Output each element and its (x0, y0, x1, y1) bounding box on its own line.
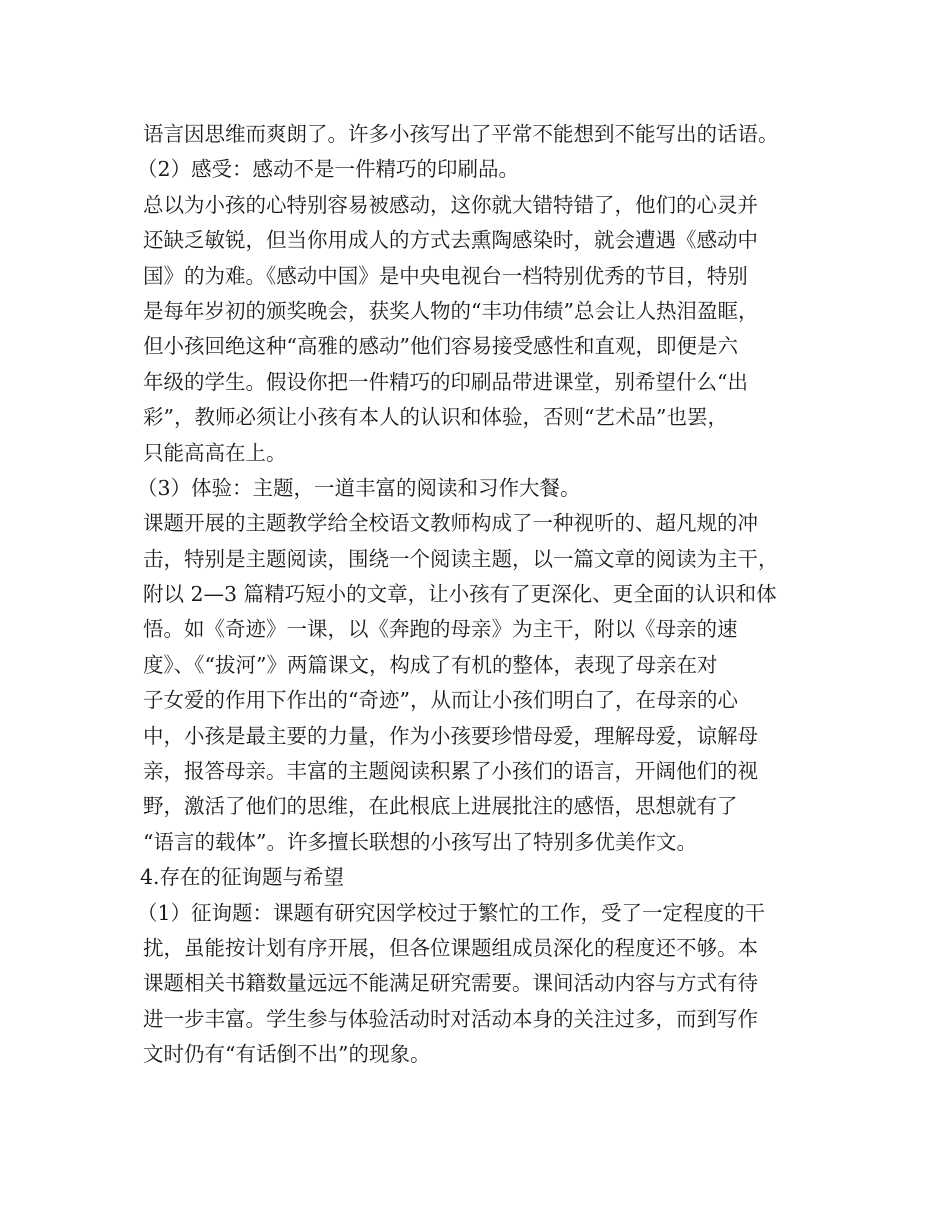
text-line: 是每年岁初的颁奖晚会，获奖人物的“丰功伟绩”总会让人热泪盈眶， (143, 298, 759, 323)
text-line: 子女爱的作用下作出的“奇迹”，从而让小孩们明白了，在母亲的心 (143, 688, 738, 713)
text-line: 度》、《“拔河”》两篇课文，构成了有机的整体，表现了母亲在对 (143, 652, 718, 677)
text-line: 附以 2—3 篇精巧短小的文章，让小孩有了更深化、更全面的认识和体 (143, 582, 777, 607)
text-line: “语言的载体”。许多擅长联想的小孩写出了特别多优美作文。 (143, 829, 697, 854)
text-line: 但小孩回绝这种“高雅的感动”他们容易接受感性和直观，即便是六 (143, 334, 738, 359)
text-line: 语言因思维而爽朗了。许多小孩写出了平常不能想到不能写出的话语。 (143, 122, 779, 146)
text-line: 还缺乏敏锐，但当你用成人的方式去熏陶感染时，就会遭遇《感动中 (143, 228, 758, 253)
text-line: 总以为小孩的心特别容易被感动，这你就大错特错了，他们的心灵并 (143, 192, 758, 217)
text-line: 国》的为难。《感动中国》是中央电视台一档特别优秀的节目，特别 (143, 263, 748, 288)
text-line: 亲，报答母亲。丰富的主题阅读积累了小孩们的语言，开阔他们的视 (143, 759, 758, 784)
text-line: 课题开展的主题教学给全校语文教师构成了一种视听的、超凡规的冲 (143, 511, 758, 536)
text-line: 课题相关书籍数量远远不能满足研究需要。课间活动内容与方式有待 (143, 971, 758, 996)
section-heading: 4.存在的征询题与希望 (140, 865, 345, 890)
text-line: 年级的学生。假设你把一件精巧的印刷品带进课堂，别希望什么“出 (143, 369, 748, 394)
text-line: 文时仍有“有话倒不出”的现象。 (143, 1042, 431, 1067)
subsection-heading: （1）征询题：课题有研究因学校过于繁忙的工作，受了一定程度的干 (137, 900, 766, 925)
text-line: 野，激活了他们的思维，在此根底上进展批注的感悟，思想就有了 (143, 794, 738, 819)
subsection-heading: （3）体验：主题，一道丰富的阅读和习作大餐。 (137, 475, 581, 500)
text-line: 悟。如《奇迹》一课，以《奔跑的母亲》为主干，附以《母亲的速 (143, 617, 738, 642)
document-page (137, 117, 831, 1073)
text-line: 击，特别是主题阅读，围绕一个阅读主题，以一篇文章的阅读为主干， (143, 546, 779, 571)
text-line: 只能高高在上。 (143, 440, 287, 465)
text-line: 中，小孩是最主要的力量，作为小孩要珍惜母爱，理解母爱，谅解母 (143, 723, 758, 748)
text-line: 扰，虽能按计划有序开展，但各位课题组成员深化的程度还不够。本 (143, 935, 758, 960)
text-line: 彩”，教师必须让小孩有本人的认识和体验，否则“艺术品”也罢， (143, 405, 728, 430)
subsection-heading: （2）感受：感动不是一件精巧的印刷品。 (137, 157, 520, 182)
text-line: 进一步丰富。学生参与体验活动时对活动本身的关注过多，而到写作 (143, 1006, 758, 1031)
